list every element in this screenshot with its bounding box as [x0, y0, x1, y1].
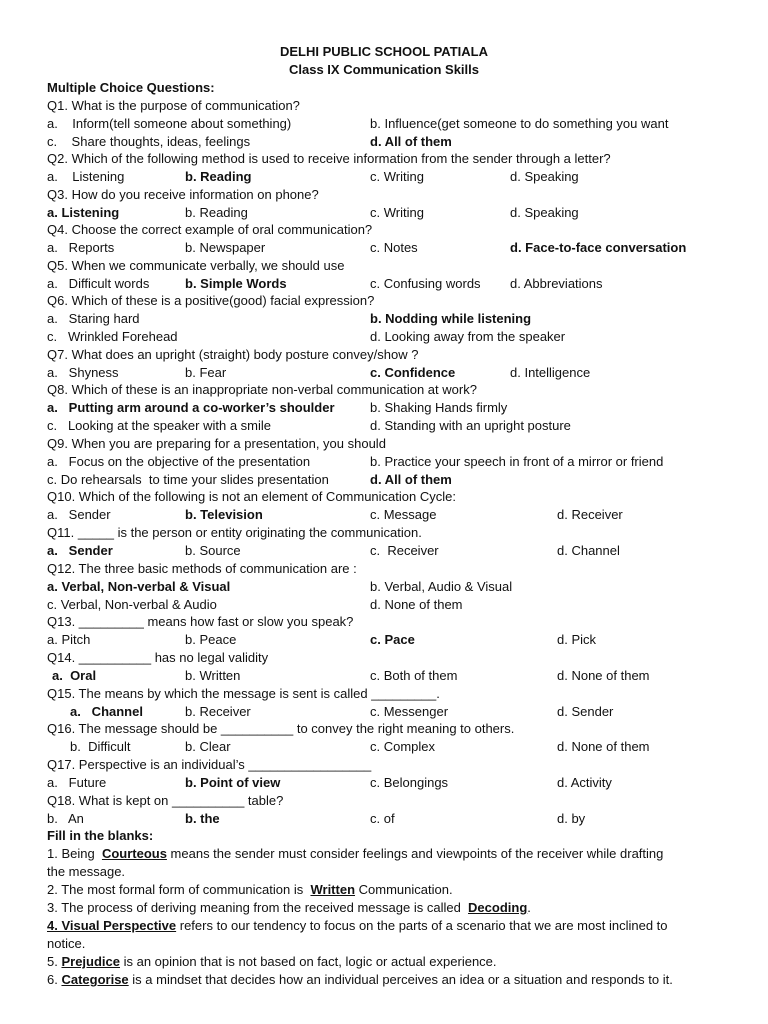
option-row [0, 596, 768, 614]
fill-blank-row [0, 899, 768, 917]
question-row [0, 97, 768, 115]
question-row [0, 435, 768, 453]
option: b. Clear [185, 738, 231, 754]
option-correct: b. Point of view [185, 774, 281, 790]
question-text: Q13. _________ means how fast or slow you speak? [47, 614, 354, 629]
option: b. Newspaper [185, 239, 266, 255]
option-correct: b. Reading [185, 168, 252, 184]
option: d. None of them [370, 596, 463, 612]
option: c. Complex [370, 738, 436, 754]
option: c. Both of them [370, 667, 458, 683]
mcq-heading-row [0, 79, 768, 97]
fill-blank-sentence [47, 845, 663, 863]
question-row [0, 292, 768, 310]
question-text: Q18. What is kept on __________ table? [47, 793, 284, 808]
fill-blank-continuation: the message. [47, 863, 126, 879]
option-row [0, 471, 768, 489]
option: d. Sender [557, 703, 614, 719]
question-row [0, 792, 768, 810]
option-row [0, 703, 768, 721]
option: b. Receiver [185, 703, 251, 719]
option: d. Speaking [510, 204, 579, 220]
question-text: Q4. Choose the correct example of oral communication? [47, 222, 373, 237]
question-text: Q12. The three basic methods of communication are : [47, 561, 357, 576]
option: a. Difficult words [47, 275, 150, 291]
option-row [0, 774, 768, 792]
option-row [0, 204, 768, 222]
option-row [0, 310, 768, 328]
option-correct: a. Putting arm around a co-worker’s shoulder [47, 399, 335, 415]
option-correct: b. Nodding while listening [370, 310, 532, 326]
question-text: Q14. __________ has no legal validity [47, 650, 269, 665]
fill-blank-row [0, 953, 768, 971]
option: c. Share thoughts, ideas, feelings [47, 133, 251, 149]
question-row [0, 488, 768, 506]
question-text: Q15. The means by which the message is sent is called _________. [47, 686, 440, 701]
fill-blank-suffix: is an opinion that is not based on fact, logic or actual experience. [120, 954, 497, 969]
option-row [0, 631, 768, 649]
fill-blank-answer: 4. Visual Perspective [47, 918, 177, 933]
option: c. Receiver [370, 542, 439, 558]
mcq-heading: Multiple Choice Questions: [47, 80, 215, 95]
fill-blank-suffix: refers to our tendency to focus on the parts of a scenario that we are most inclined to [176, 918, 668, 933]
class-title-row [0, 61, 768, 79]
option-row [0, 453, 768, 471]
option: c. Wrinkled Forehead [47, 328, 178, 344]
option: c. Writing [370, 168, 424, 184]
option-row [0, 810, 768, 828]
question-text: Q8. Which of these is an inappropriate non-verbal communication at work? [47, 382, 477, 397]
option: a. Reports [47, 239, 115, 255]
option: d. Activity [557, 774, 612, 790]
option: a. Focus on the objective of the presentation [47, 453, 311, 469]
option-correct: a. Sender [47, 542, 113, 558]
option: b. Difficult [70, 738, 131, 754]
fill-blank-row [0, 881, 768, 899]
fill-blank-answer: Courteous [101, 846, 167, 861]
question-row [0, 720, 768, 738]
option-correct: a. Verbal, Non-verbal & Visual [47, 578, 231, 594]
option: d. Pick [557, 631, 597, 647]
option-row [0, 542, 768, 560]
option: a. Sender [47, 506, 111, 522]
option: d. Standing with an upright posture [370, 417, 571, 433]
fill-blank-prefix: 6. [47, 972, 62, 987]
fill-blank-prefix: 2. The most formal form of communication is [47, 882, 311, 897]
option-row [0, 506, 768, 524]
option: a. Future [47, 774, 107, 790]
question-row [0, 756, 768, 774]
option: d. Speaking [510, 168, 579, 184]
option: b. Peace [185, 631, 237, 647]
question-text: Q6. Which of these is a positive(good) facial expression? [47, 293, 375, 308]
school-name-row [0, 43, 768, 61]
option: d. Intelligence [510, 364, 591, 380]
question-text: Q16. The message should be __________ to convey the right meaning to others. [47, 721, 515, 736]
question-row [0, 257, 768, 275]
fill-blank-prefix: 5. [47, 954, 62, 969]
fill-blank-continuation-row [0, 935, 768, 953]
option: c. Looking at the speaker with a smile [47, 417, 272, 433]
option: c. Notes [370, 239, 418, 255]
option-correct: d. Face-to-face conversation [510, 239, 687, 255]
fill-blank-continuation-row [0, 863, 768, 881]
school-name: DELHI PUBLIC SCHOOL PATIALA [280, 44, 488, 59]
option: c. Verbal, Non-verbal & Audio [47, 596, 217, 612]
option-row [0, 364, 768, 382]
fill-blank-sentence [47, 899, 531, 917]
fill-blank-continuation: notice. [47, 935, 86, 951]
fill-blank-answer: Written [310, 882, 356, 897]
option: a. Pitch [47, 631, 91, 647]
question-text: Q5. When we communicate verbally, we should use [47, 258, 345, 273]
option: d. None of them [557, 667, 650, 683]
option-row [0, 168, 768, 186]
question-row [0, 150, 768, 168]
question-text: Q1. What is the purpose of communication? [47, 98, 300, 113]
option-row [0, 328, 768, 346]
question-row [0, 649, 768, 667]
question-row [0, 346, 768, 364]
option: a. Inform(tell someone about something) [47, 115, 292, 131]
option: c. Confusing words [370, 275, 481, 291]
option: b. Influence(get someone to do something you want [370, 115, 669, 131]
option: b. Reading [185, 204, 248, 220]
option-correct: a. Listening [47, 204, 120, 220]
option-row [0, 738, 768, 756]
option: b. Shaking Hands firmly [370, 399, 508, 415]
question-text: Q3. How do you receive information on phone? [47, 187, 319, 202]
fill-blank-answer: Categorise [61, 972, 129, 987]
option-correct: c. Confidence [370, 364, 456, 380]
question-text: Q7. What does an upright (straight) body posture convey/show ? [47, 347, 419, 362]
option: c. Writing [370, 204, 424, 220]
option-correct: a. Channel [70, 703, 143, 719]
fill-blank-sentence [47, 881, 453, 899]
option-row [0, 399, 768, 417]
option-correct: b. Television [185, 506, 263, 522]
option: c. Do rehearsals to time your slides presentation [47, 471, 329, 487]
option: d. None of them [557, 738, 650, 754]
option-correct: d. All of them [370, 471, 452, 487]
option-row [0, 115, 768, 133]
fill-blank-sentence [47, 917, 668, 935]
option-row [0, 667, 768, 685]
fill-blank-suffix: Communication. [355, 882, 453, 897]
question-text: Q2. Which of the following method is used to receive information from the sender through a letter? [47, 151, 611, 166]
option: b. Practice your speech in front of a mirror or friend [370, 453, 664, 469]
option: d. Receiver [557, 506, 623, 522]
question-row [0, 613, 768, 631]
fib-heading: Fill in the blanks: [47, 828, 154, 843]
option: a. Shyness [47, 364, 119, 380]
option: b. Source [185, 542, 241, 558]
question-row [0, 186, 768, 204]
option: d. Channel [557, 542, 620, 558]
option-row [0, 578, 768, 596]
question-row [0, 560, 768, 578]
fill-blank-row [0, 917, 768, 935]
option: c. Messenger [370, 703, 449, 719]
question-row [0, 685, 768, 703]
option-row [0, 239, 768, 257]
fill-blank-row [0, 971, 768, 989]
option: b. Written [185, 667, 241, 683]
fill-blank-row [0, 845, 768, 863]
fill-blank-sentence [47, 971, 673, 989]
option: a. Listening [47, 168, 125, 184]
fill-blank-answer: Decoding [468, 900, 528, 915]
option-correct: b. the [185, 810, 220, 826]
question-text: Q10. Which of the following is not an element of Communication Cycle: [47, 489, 456, 504]
question-row [0, 221, 768, 239]
option-row [0, 275, 768, 293]
question-text: Q11. _____ is the person or entity originating the communication. [47, 525, 422, 540]
option: d. Looking away from the speaker [370, 328, 566, 344]
option-correct: c. Pace [370, 631, 415, 647]
question-row [0, 524, 768, 542]
fill-blank-prefix: 1. Being [47, 846, 102, 861]
fill-blank-suffix: means the sender must consider feelings and viewpoints of the receiver while drafting [166, 846, 664, 861]
option: a. Staring hard [47, 310, 140, 326]
option: b. An [47, 810, 84, 826]
option: d. Abbreviations [510, 275, 603, 291]
fib-heading-row [0, 827, 768, 845]
fill-blank-answer: Prejudice [61, 954, 120, 969]
option-correct: a. Oral [52, 667, 97, 683]
fill-blank-prefix: 3. The process of deriving meaning from the received message is called [47, 900, 469, 915]
fill-blank-suffix: . [527, 900, 531, 915]
option: c. of [370, 810, 395, 826]
option-row [0, 133, 768, 151]
question-row [0, 381, 768, 399]
option: b. Verbal, Audio & Visual [370, 578, 513, 594]
option: d. by [557, 810, 586, 826]
option: b. Fear [185, 364, 227, 380]
class-title: Class IX Communication Skills [289, 62, 479, 77]
question-text: Q9. When you are preparing for a presentation, you should [47, 436, 386, 451]
question-text: Q17. Perspective is an individual’s _________________ [47, 757, 372, 772]
option: c. Belongings [370, 774, 449, 790]
option-correct: b. Simple Words [185, 275, 287, 291]
fill-blank-suffix: is a mindset that decides how an individual perceives an idea or a situation and responds to it. [128, 972, 673, 987]
fill-blank-sentence [47, 953, 497, 971]
option: c. Message [370, 506, 437, 522]
option-row [0, 417, 768, 435]
option-correct: d. All of them [370, 133, 452, 149]
